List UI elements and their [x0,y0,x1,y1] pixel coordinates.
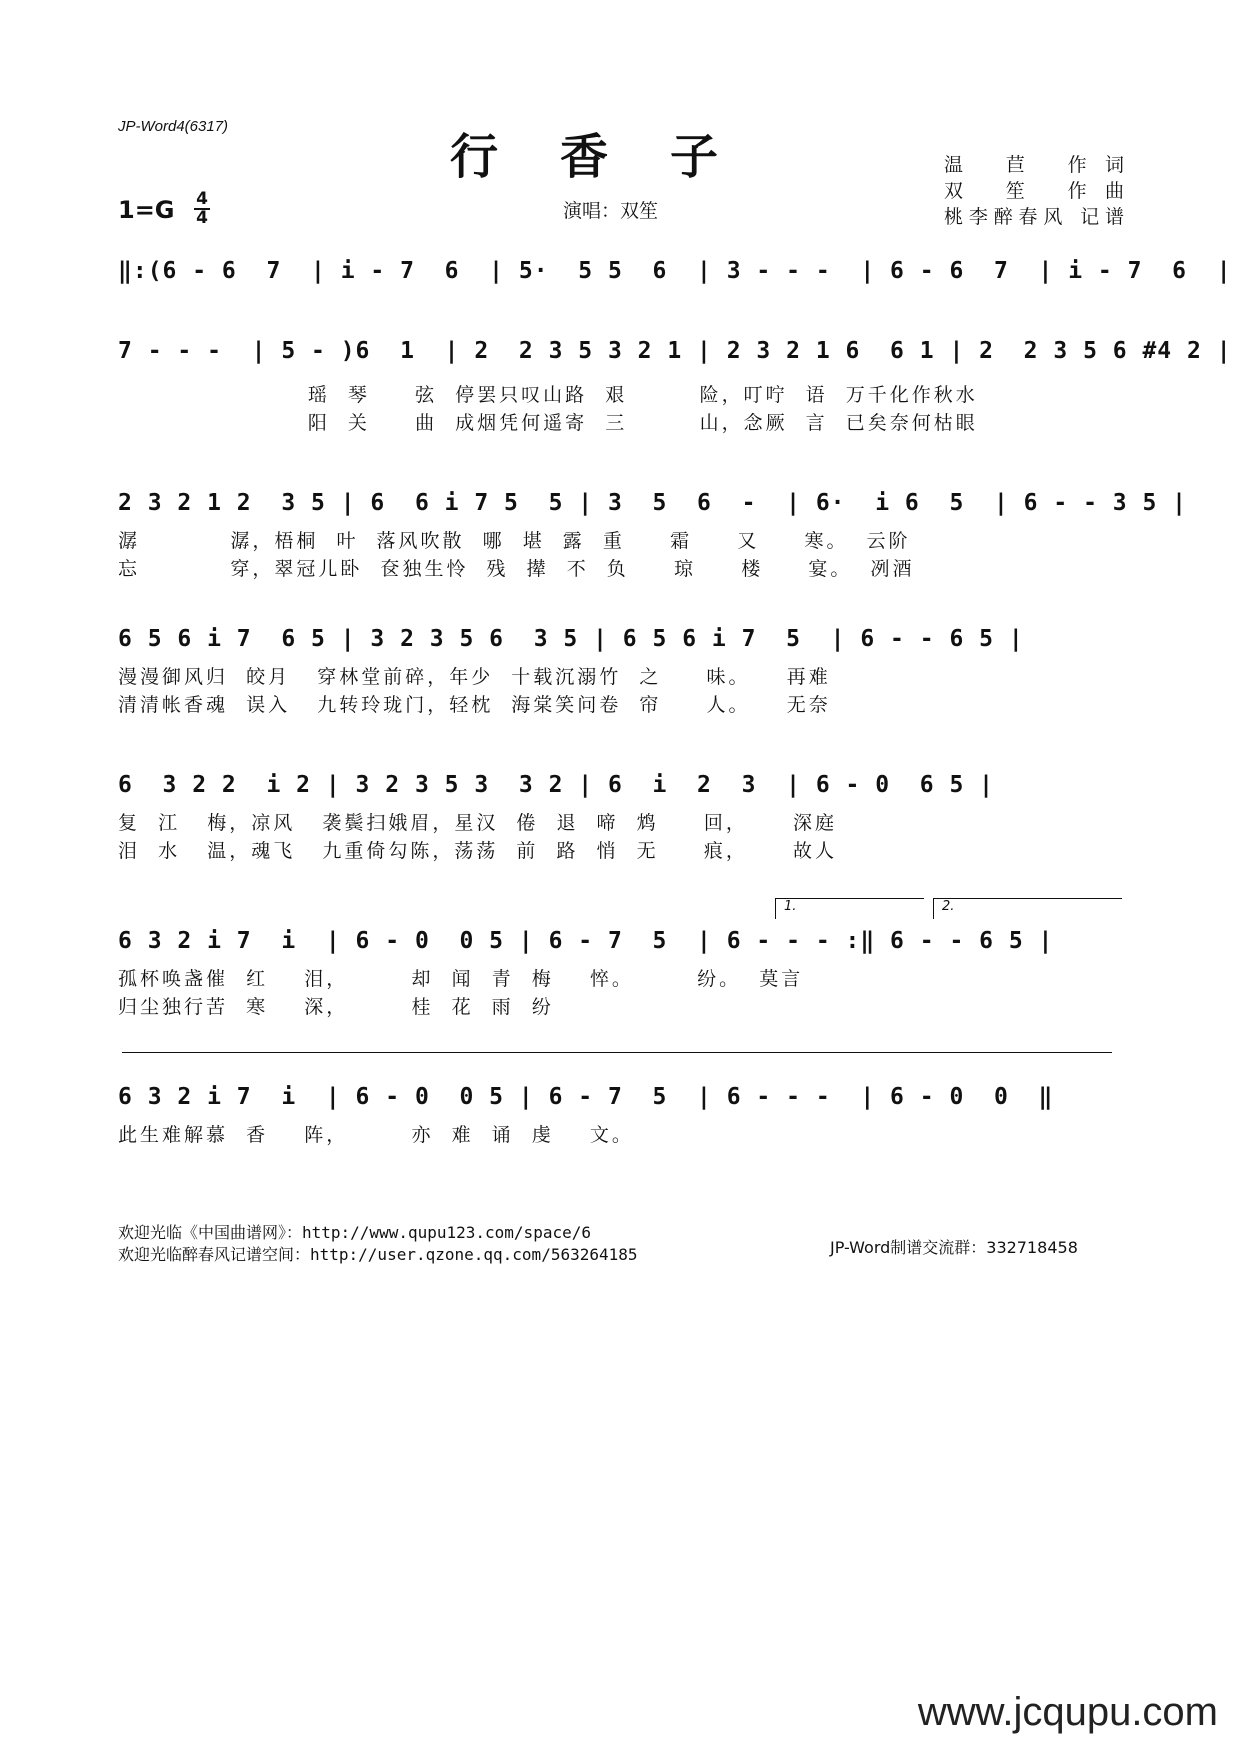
second-ending-bracket: 2. [933,898,1122,919]
lyric-verse-2: 阳 关 曲 成烟凭何遥寄 三 山，念厥 言 已矣奈何枯眼 [118,412,978,434]
page-title: 行香子 [450,129,781,185]
lyric-verse-1: 此生难解慕 香 阵， 亦 难 诵 虔 文。 [118,1124,634,1146]
lyricist-credit: 温 苣 作词 [944,154,1124,176]
composer-credit: 双 笙 作曲 [944,180,1124,202]
lyric-verse-2: 泪 水 温，魂飞 九重倚勾陈，荡荡 前 路 悄 无 痕， 故人 [118,840,838,862]
footer-link-2: 欢迎光临醉春风记谱空间：http://user.qzone.qq.com/563264185 [118,1245,638,1264]
time-signature-bottom: 4 [196,208,208,228]
transcriber-credit: 桃李醉春风 记谱 [944,206,1124,228]
key-signature: 1=G [118,196,175,224]
notation-line: 6 3 2 i 7 i | 6 - 0 0 5 | 6 - 7 5 | 6 - - - :‖ 6 - - 6 5 | [118,928,1054,954]
footer-group: JP-Word制谱交流群：332718458 [830,1238,1078,1257]
notation-line: ‖:(6 - 6 7 | i - 7 6 | 5· 5 5 6 | 3 - - - | 6 - 6 7 | i - 7 6 | [118,258,1232,284]
lyric-verse-1: 漫漫御风归 皎月 穿林堂前碎，年少 十载沉溺竹 之 味。 再难 [118,666,831,688]
lyric-verse-1: 瑶 琴 弦 停罢只叹山路 艰 险，叮咛 语 万千化作秋水 [118,384,978,406]
time-signature-top: 4 [196,189,208,209]
notation-line: 2 3 2 1 2 3 5 | 6 6 i 7 5 5 | 3 5 6 - | 6· i 6 5 | 6 - - 3 5 | [118,490,1187,516]
phrase-line [122,1052,1112,1053]
notation-line: 6 3 2 i 7 i | 6 - 0 0 5 | 6 - 7 5 | 6 - - - | 6 - 0 0 ‖ [118,1084,1054,1110]
first-ending-bracket: 1. [775,898,924,919]
footer-links [118,1222,638,1266]
software-label: JP-Word4(6317) [118,118,229,135]
notation-line: 6 3 2 2 i 2 | 3 2 3 5 3 3 2 | 6 i 2 3 | 6 - 0 6 5 | [118,772,994,798]
lyric-verse-1: 潺 潺，梧桐 叶 落风吹散 哪 堪 露 重 霜 又 寒。 云阶 [118,530,911,552]
lyric-verse-1: 复 江 梅，凉风 袭鬓扫娥眉，星汉 倦 退 啼 鸩 回， 深庭 [118,812,838,834]
credits [944,152,1124,230]
notation-line: 7 - - - | 5 - )6 1 | 2 2 3 5 3 2 1 | 2 3 2 1 6 6 1 | 2 2 3 5 6 #4 2 | [118,338,1232,364]
singer-label: 演唱：双笙 [563,200,659,222]
lyric-verse-1: 孤杯唤盏催 红 泪， 却 闻 青 梅 悴。 纷。 莫言 [118,968,804,990]
footer-link-1: 欢迎光临《中国曲谱网》：http://www.qupu123.com/space/6 [118,1223,591,1242]
lyric-verse-2: 归尘独行苦 寒 深， 桂 花 雨 纷 [118,996,554,1018]
watermark: www.jcqupu.com [917,1690,1218,1734]
lyric-verse-2: 忘 穿，翠冠儿卧 奁独生怜 残 撵 不 负 琼 楼 宴。 冽酒 [118,558,915,580]
time-signature [194,191,210,227]
notation-line: 6 5 6 i 7 6 5 | 3 2 3 5 6 3 5 | 6 5 6 i 7 5 | 6 - - 6 5 | [118,626,1024,652]
lyric-verse-2: 清清帐香魂 误入 九转玲珑门，轻枕 海棠笑问卷 帘 人。 无奈 [118,694,831,716]
